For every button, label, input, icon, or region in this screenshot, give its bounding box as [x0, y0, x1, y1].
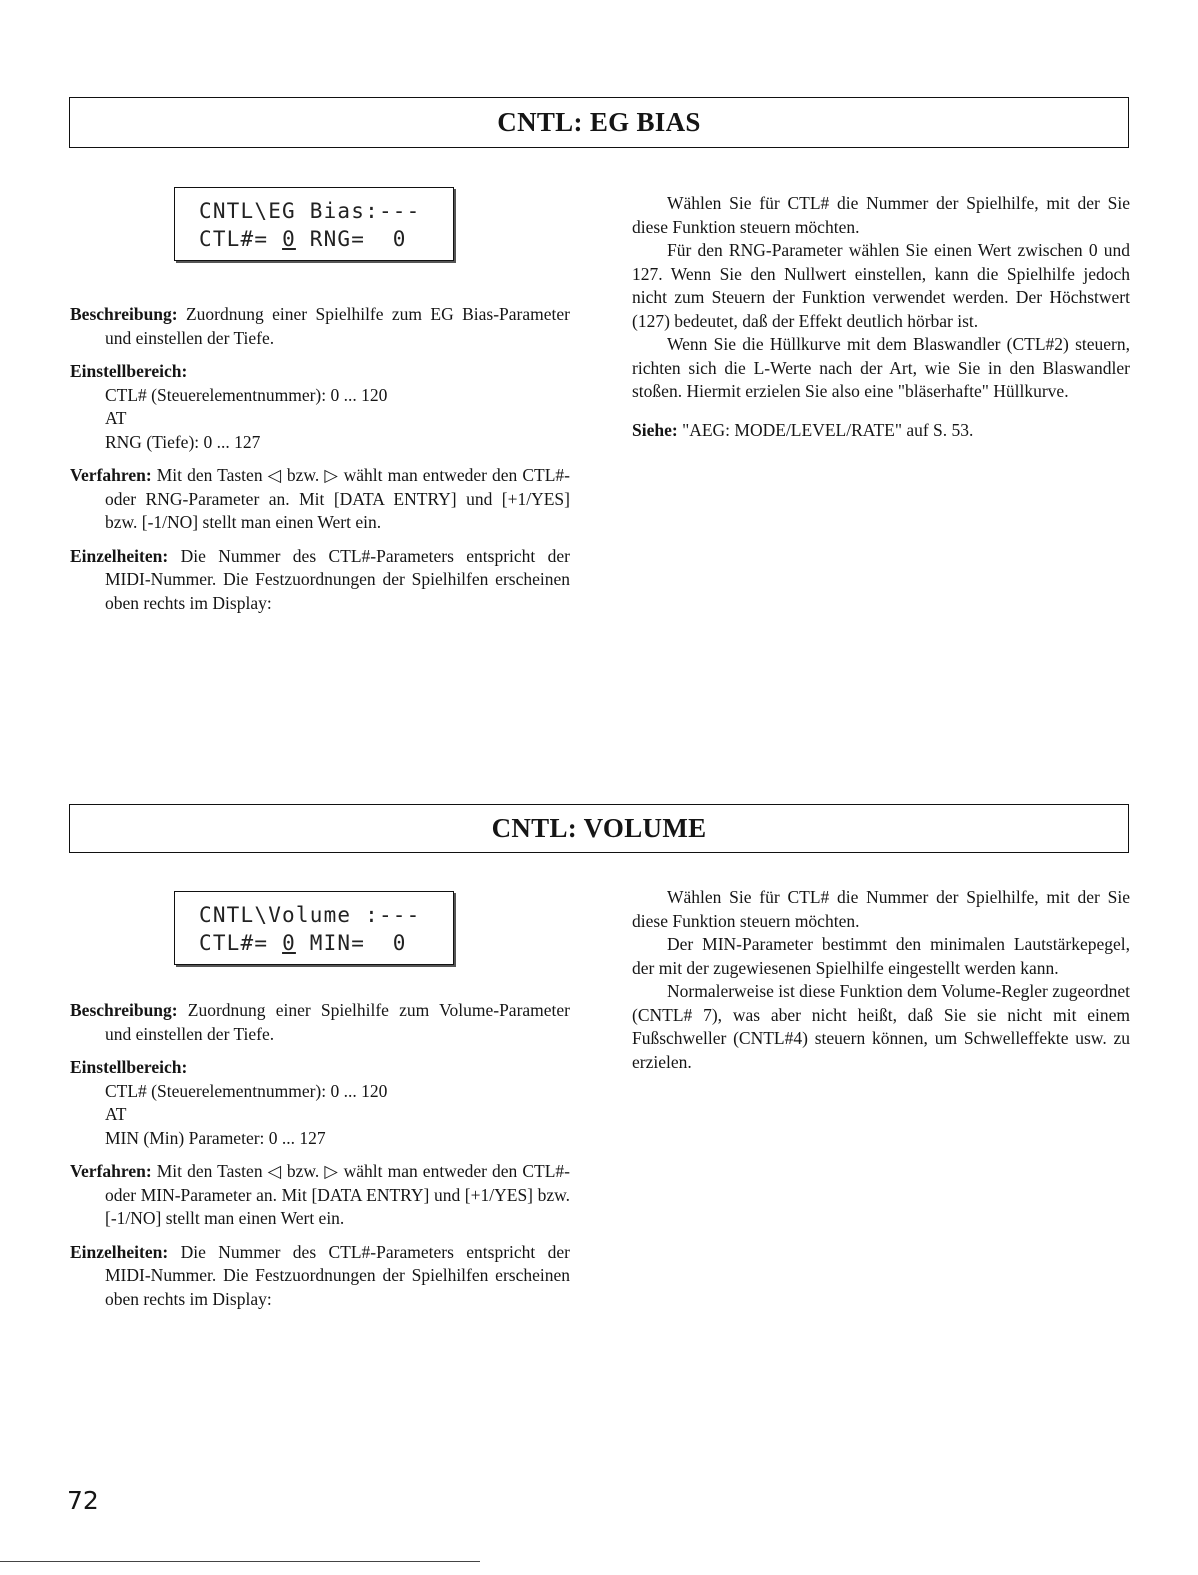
- verfahren-paragraph: Verfahren: Mit den Tasten ◁ bzw. ▷ wählt man entweder den CTL#- oder MIN-Parameter an. Mit [DATA ENTRY] und [+1/YES] bzw. [-1/NO] stellt man einen Wert ein.: [70, 1161, 570, 1228]
- siehe-reference: Siehe: "AEG: MODE/LEVEL/RATE" auf S. 53.: [632, 419, 974, 440]
- body-paragraph: Wählen Sie für CTL# die Nummer der Spielhilfe, mit der Sie diese Funktion steuern möchten.: [632, 193, 1130, 237]
- lcd-display-volume: [174, 891, 454, 965]
- right-column-volume: [632, 886, 1130, 1074]
- body-paragraph: Wählen Sie für CTL# die Nummer der Spielhilfe, mit der Sie diese Funktion steuern möchten.: [632, 887, 1130, 931]
- right-column-eg-bias: [632, 192, 1130, 460]
- lcd-line-1: CNTL\EG Bias:---: [199, 199, 421, 223]
- range-item: AT: [105, 1104, 127, 1124]
- einstellbereich-block: Einstellbereich: CTL# (Steuerelementnummer): 0 ... 120 AT RNG (Tiefe): 0 ... 127: [70, 360, 570, 454]
- lcd-line-1: CNTL\Volume :---: [199, 903, 421, 927]
- lcd-cursor-value: 0: [282, 227, 296, 251]
- lcd-line-2: CTL#= 0 MIN= 0: [199, 931, 407, 955]
- left-column-eg-bias: [70, 303, 570, 625]
- body-paragraph: Der MIN-Parameter bestimmt den minimalen Lautstärkepegel, der mit der zugewiesenen Spielhilfe eingestellt werden kann.: [632, 934, 1130, 978]
- einzelheiten-paragraph: Einzelheiten: Die Nummer des CTL#-Parameters entspricht der MIDI-Nummer. Die Festzuordnungen der Spielhilfen erscheinen oben rechts im Display:: [70, 545, 570, 613]
- lcd-line-2: CTL#= 0 RNG= 0: [199, 227, 407, 251]
- beschreibung-paragraph: Beschreibung: Zuordnung einer Spielhilfe zum EG Bias-Parameter und einstellen der Tiefe.: [70, 304, 570, 348]
- einstellbereich-block: Einstellbereich: CTL# (Steuerelementnummer): 0 ... 120 AT MIN (Min) Parameter: 0 ... 127: [70, 1056, 570, 1150]
- beschreibung-paragraph: Beschreibung: Zuordnung einer Spielhilfe zum Volume-Parameter und einstellen der Tiefe.: [70, 1000, 570, 1044]
- body-paragraph: Normalerweise ist diese Funktion dem Volume-Regler zugeordnet (CNTL# 7), was aber nicht heißt, daß Sie sie nicht mit einem Fußschweller (CNTL#4) steuern können, um Schwelleffekte usw. zu erzielen.: [632, 981, 1130, 1072]
- footer-divider: [0, 1561, 480, 1562]
- body-paragraph: Wenn Sie die Hüllkurve mit dem Blaswandler (CTL#2) steuern, richten sich die L-Werte nach der Art, wie Sie in den Blaswandler stoßen. Hiermit erzielen Sie also eine "bläserhafte" Hüllkurve.: [632, 334, 1130, 401]
- einzelheiten-paragraph: Einzelheiten: Die Nummer des CTL#-Parameters entspricht der MIDI-Nummer. Die Festzuordnungen der Spielhilfen erscheinen oben rechts im Display:: [70, 1241, 570, 1309]
- section-title-volume: CNTL: VOLUME: [69, 804, 1129, 853]
- range-item: MIN (Min) Parameter: 0 ... 127: [105, 1127, 326, 1148]
- range-item: CTL# (Steuerelementnummer): 0 ... 120: [105, 1080, 388, 1101]
- section-title-eg-bias: CNTL: EG BIAS: [69, 97, 1129, 148]
- lcd-cursor-value: 0: [282, 931, 296, 955]
- lcd-display-eg-bias: [174, 187, 454, 261]
- body-paragraph: Für den RNG-Parameter wählen Sie einen Wert zwischen 0 und 127. Wenn Sie den Nullwert einstellen, kann die Spielhilfe jedoch nicht zum Steuern der Funktion verwendet werden. Der Höchstwert (127) bedeutet, daß der Effekt deutlich hörbar ist.: [632, 240, 1130, 331]
- left-column-volume: [70, 999, 570, 1321]
- range-item: RNG (Tiefe): 0 ... 127: [105, 431, 261, 452]
- page-number: 72: [67, 1486, 99, 1515]
- range-item: CTL# (Steuerelementnummer): 0 ... 120: [105, 384, 388, 405]
- range-item: AT: [105, 408, 127, 428]
- verfahren-paragraph: Verfahren: Mit den Tasten ◁ bzw. ▷ wählt man entweder den CTL#- oder RNG-Parameter an. Mit [DATA ENTRY] und [+1/YES] bzw. [-1/NO] stellt man einen Wert ein.: [70, 465, 570, 532]
